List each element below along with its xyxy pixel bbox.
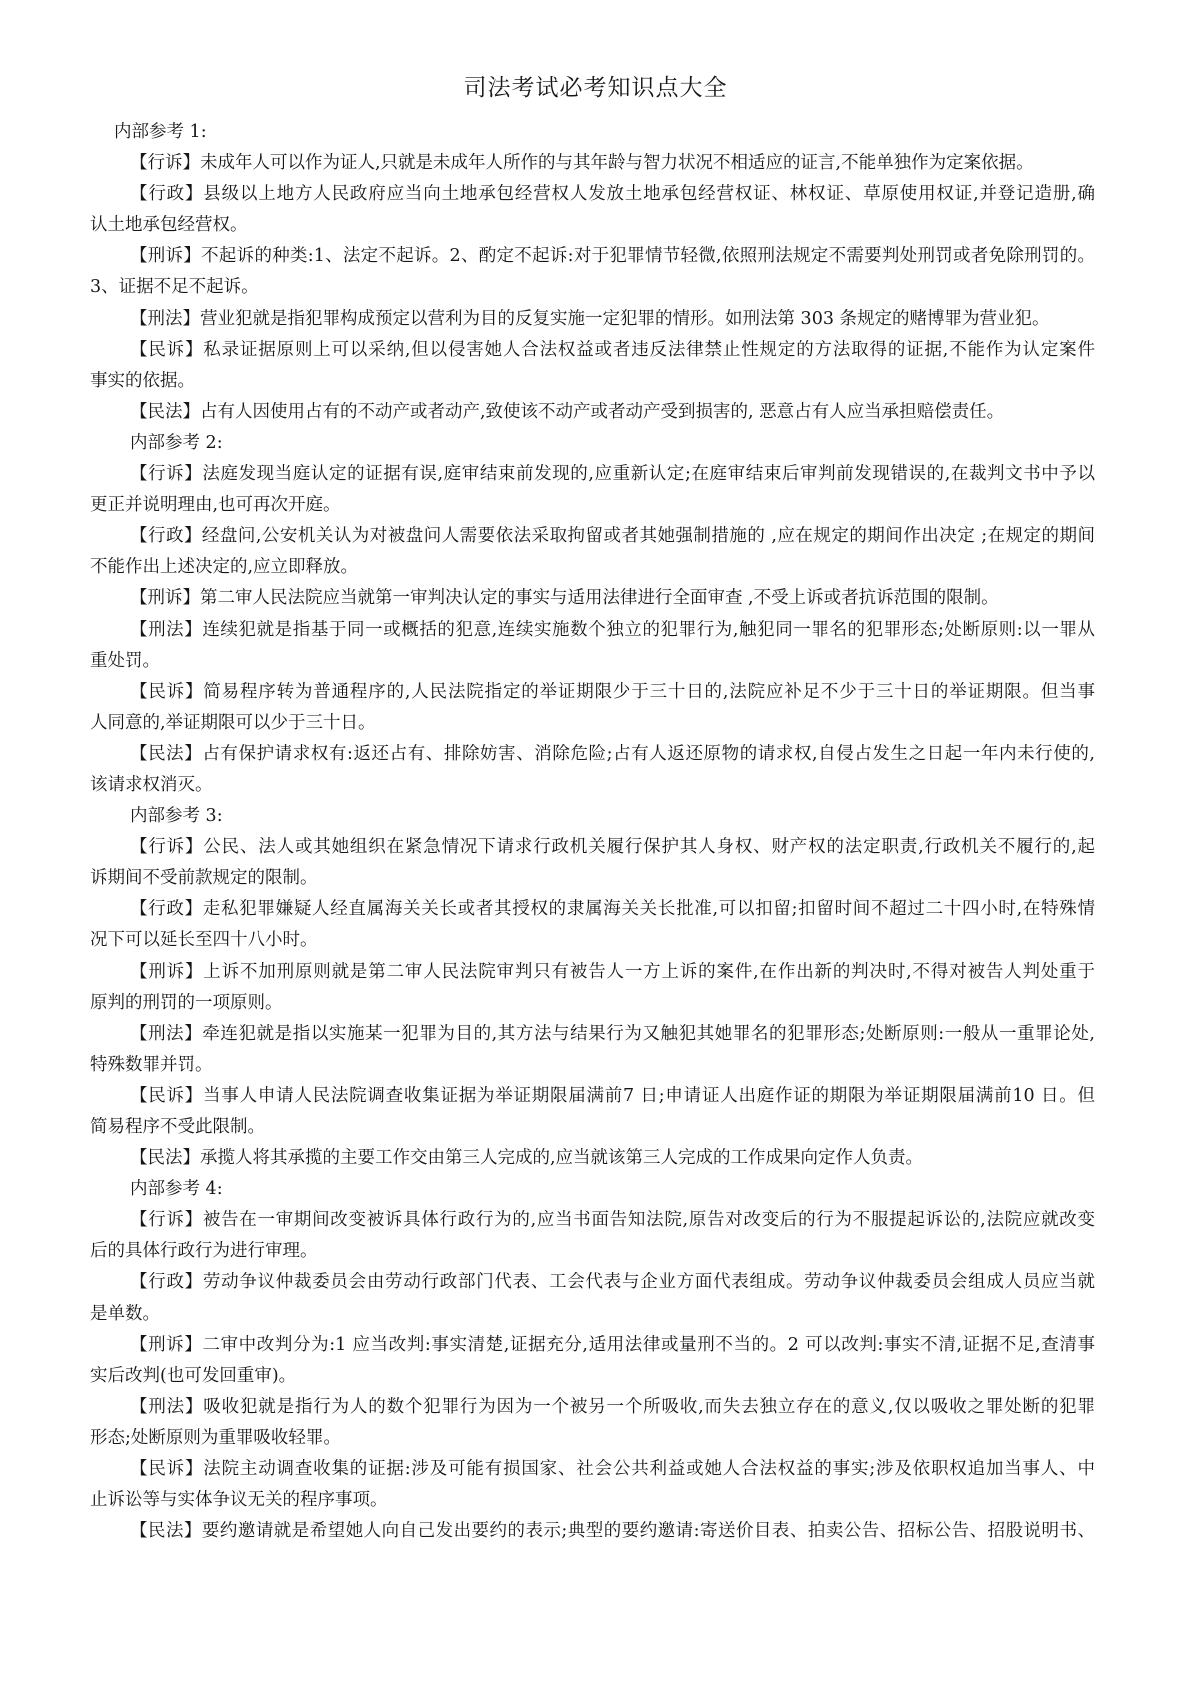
- paragraph-continuation-line: 人同意的,举证期限可以少于三十日。: [90, 712, 376, 733]
- paragraph-continuation-line: 3、证据不足不起诉。: [90, 277, 259, 298]
- paragraph-continuation-line: 后的具体行政行为进行审理。: [90, 1241, 318, 1262]
- paragraph-first-line: 【刑法】连续犯就是指基于同一或概括的犯意,连续实施数个独立的犯罪行为,触犯同一罪名的犯罪形态;处断原则:以一罪从: [130, 619, 1095, 640]
- paragraph-continuation-line: 诉期间不受前款规定的限制。: [90, 868, 318, 889]
- paragraph-continuation-line: 认土地承包经营权。: [90, 215, 248, 236]
- paragraph-continuation-line: 实后改判(也可发回重审)。: [90, 1365, 297, 1386]
- paragraph-continuation-line: 止诉讼等与实体争议无关的程序事项。: [90, 1490, 388, 1511]
- paragraph-first-line: 【刑诉】二审中改判分为:1 应当改判:事实清楚,证据充分,适用法律或量刑不当的。2 可以改判:事实不清,证据不足,查清事: [130, 1334, 1095, 1355]
- paragraph-continuation-line: 况下可以延长至四十八小时。: [90, 930, 318, 951]
- paragraph-first-line: 【行诉】未成年人可以作为证人,只就是未成年人所作的与其年龄与智力状况不相适应的证言,不能单独作为定案依据。: [130, 153, 1034, 174]
- paragraph-continuation-line: 该请求权消灭。: [90, 774, 213, 795]
- paragraph-continuation-line: 事实的依据。: [90, 370, 195, 391]
- paragraph-first-line: 【民诉】法院主动调查收集的证据:涉及可能有损国家、社会公共利益或她人合法权益的事实;涉及依职权追加当事人、中: [130, 1459, 1095, 1480]
- paragraph-continuation-line: 重处罚。: [90, 650, 160, 671]
- paragraph-first-line: 【行诉】被告在一审期间改变被诉具体行政行为的,应当书面告知法院,原告对改变后的行为不服提起诉讼的,法院应就改变: [130, 1210, 1095, 1231]
- paragraph-first-line: 【行诉】法庭发现当庭认定的证据有误,庭审结束前发现的,应重新认定;在庭审结束后审判前发现错误的,在裁判文书中予以: [130, 464, 1095, 485]
- section-heading: 内部参考 2:: [130, 432, 223, 453]
- section-heading: 内部参考 3:: [130, 806, 223, 827]
- paragraph-continuation-line: 更正并说明理由,也可再次开庭。: [90, 495, 341, 516]
- paragraph-first-line: 【刑诉】上诉不加刑原则就是第二审人民法院审判只有被告人一方上诉的案件,在作出新的判决时,不得对被告人判处重于: [130, 961, 1095, 982]
- paragraph-first-line: 【行诉】公民、法人或其她组织在紧急情况下请求行政机关履行保护其人身权、财产权的法定职责,行政机关不履行的,起: [130, 837, 1095, 858]
- paragraph-continuation-line: 形态;处断原则为重罪吸收轻罪。: [90, 1427, 341, 1448]
- paragraph-first-line: 【民诉】简易程序转为普通程序的,人民法院指定的举证期限少于三十日的,法院应补足不少于三十日的举证期限。但当事: [130, 681, 1095, 702]
- paragraph-first-line: 【民法】占有人因使用占有的不动产或者动产,致使该不动产或者动产受到损害的, 恶意占有人应当承担赔偿责任。: [130, 401, 1005, 422]
- paragraph-first-line: 【民法】占有保护请求权有:返还占有、排除妨害、消除危险;占有人返还原物的请求权,自侵占发生之日起一年内未行使的,: [130, 743, 1095, 764]
- page-title: 司法考试必考知识点大全: [463, 75, 728, 101]
- section-heading: 内部参考 1:: [114, 122, 207, 142]
- paragraph-first-line: 【行政】县级以上地方人民政府应当向土地承包经营权人发放土地承包经营权证、林权证、草原使用权证,并登记造册,确: [130, 184, 1095, 205]
- paragraph-first-line: 【民诉】私录证据原则上可以采纳,但以侵害她人合法权益或者违反法律禁止性规定的方法取得的证据,不能作为认定案件: [130, 339, 1095, 360]
- paragraph-first-line: 【刑法】吸收犯就是指行为人的数个犯罪行为因为一个被另一个所吸收,而失去独立存在的意义,仅以吸收之罪处断的犯罪: [130, 1396, 1095, 1417]
- paragraph-continuation-line: 是单数。: [90, 1303, 160, 1324]
- paragraph-first-line: 【行政】走私犯罪嫌疑人经直属海关关长或者其授权的隶属海关关长批准,可以扣留;扣留时间不超过二十四小时,在特殊情: [130, 899, 1095, 920]
- paragraph-first-line: 【刑法】牵连犯就是指以实施某一犯罪为目的,其方法与结果行为又触犯其她罪名的犯罪形态;处断原则:一般从一重罪论处,: [130, 1023, 1095, 1044]
- paragraph-continuation-line: 原判的刑罚的一项原则。: [90, 992, 283, 1013]
- paragraph-first-line: 【行政】经盘问,公安机关认为对被盘问人需要依法采取拘留或者其她强制措施的 ,应在规定的期间作出决定 ;在规定的期间: [130, 526, 1095, 547]
- paragraph-first-line: 【民法】承揽人将其承揽的主要工作交由第三人完成的,应当就该第三人完成的工作成果向定作人负责。: [130, 1148, 924, 1169]
- paragraph-first-line: 【刑诉】不起诉的种类:1、法定不起诉。2、酌定不起诉:对于犯罪情节轻微,依照刑法规定不需要判处刑罚或者免除刑罚的。: [130, 246, 1095, 267]
- section-heading: 内部参考 4:: [130, 1179, 223, 1200]
- paragraph-first-line: 【刑法】营业犯就是指犯罪构成预定以营利为目的反复实施一定犯罪的情形。如刑法第 303 条规定的赌博罪为营业犯。: [130, 308, 1050, 329]
- paragraph-first-line: 【刑诉】第二审人民法院应当就第一审判决认定的事实与适用法律进行全面审查 ,不受上诉或者抗诉范围的限制。: [130, 588, 999, 609]
- paragraph-continuation-line: 不能作出上述决定的,应立即释放。: [90, 557, 359, 578]
- paragraph-first-line: 【民诉】当事人申请人民法院调查收集证据为举证期限届满前7 日;申请证人出庭作证的期限为举证期限届满前10 日。但: [130, 1085, 1095, 1106]
- paragraph-continuation-line: 特殊数罪并罚。: [90, 1054, 213, 1075]
- paragraph-first-line: 【行政】劳动争议仲裁委员会由劳动行政部门代表、工会代表与企业方面代表组成。劳动争议仲裁委员会组成人员应当就: [130, 1272, 1095, 1293]
- paragraph-first-line: 【民法】要约邀请就是希望她人向自己发出要约的表示;典型的要约邀请:寄送价目表、拍卖公告、招标公告、招股说明书、: [130, 1521, 1095, 1542]
- paragraph-continuation-line: 简易程序不受此限制。: [90, 1117, 265, 1137]
- document-body: [90, 117, 1095, 1547]
